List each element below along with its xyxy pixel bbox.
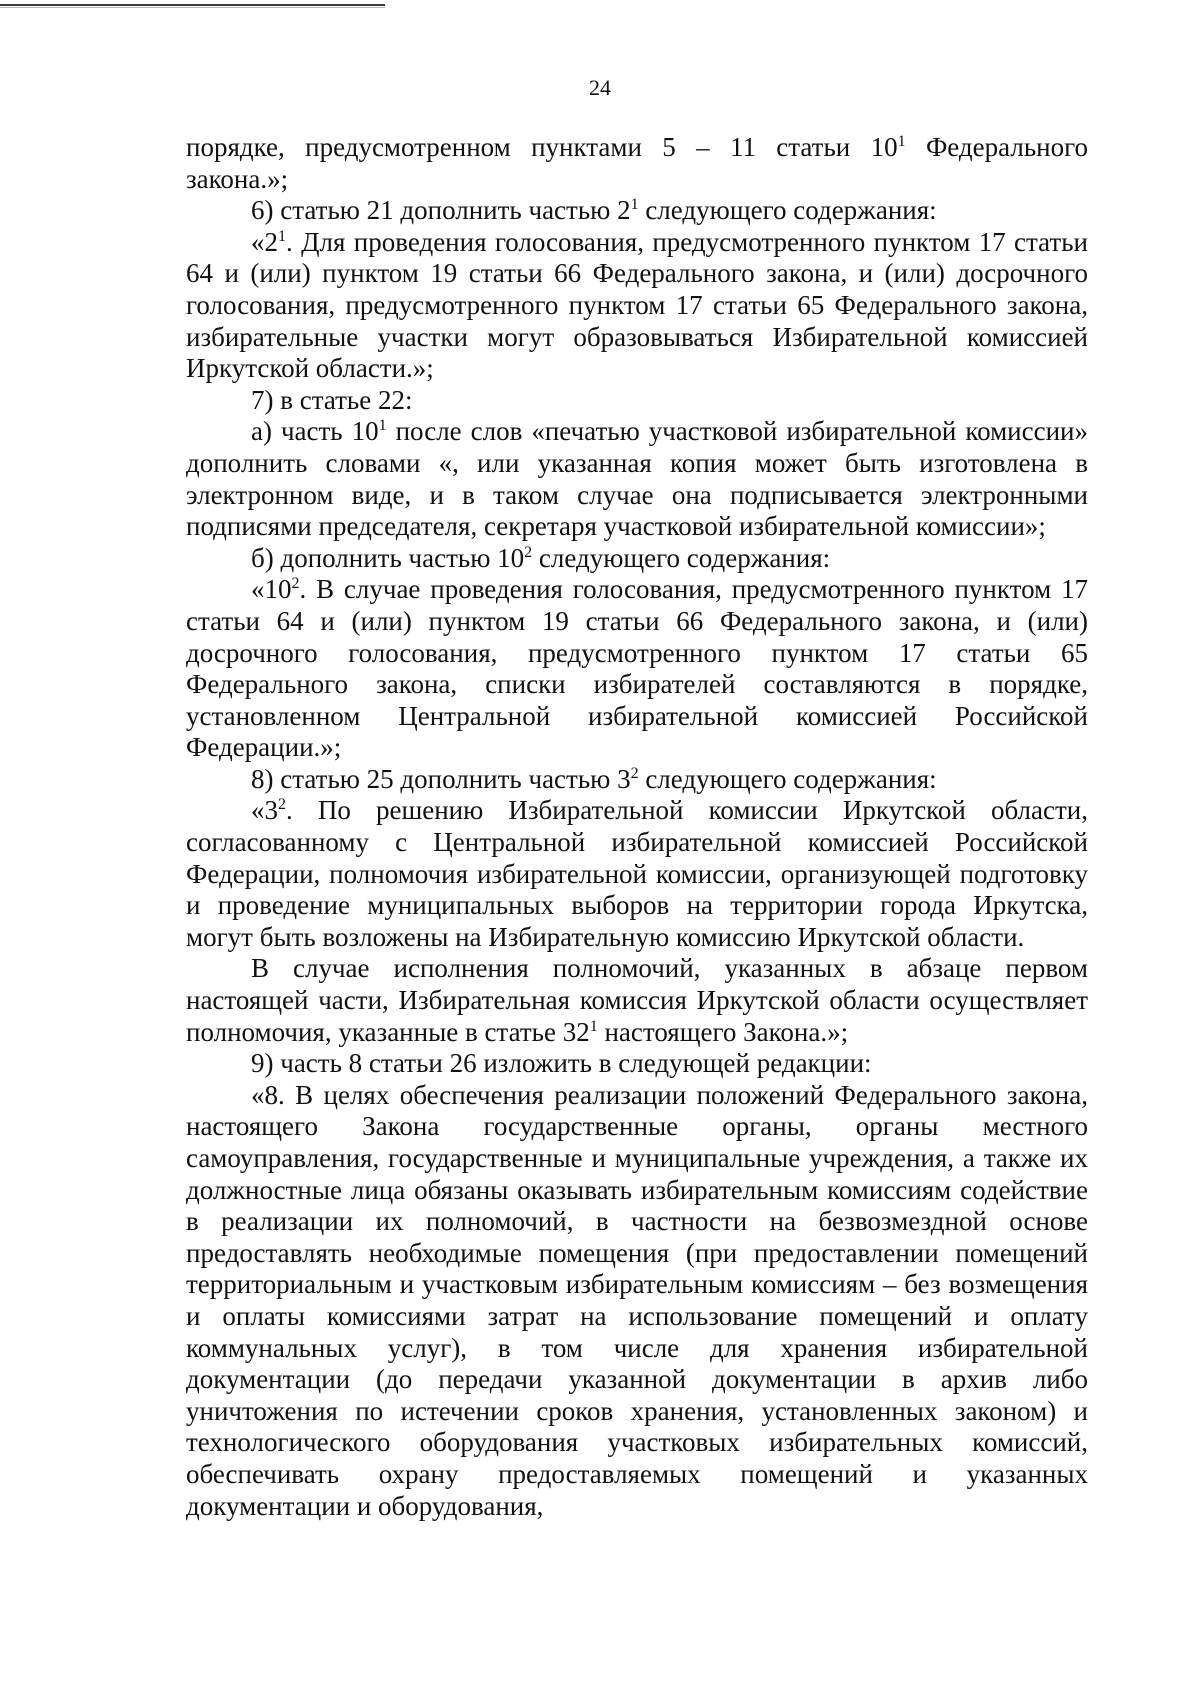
paragraph-text: «10 [251, 574, 292, 605]
paragraph-7 [186, 574, 1088, 764]
paragraph-5 [186, 416, 1088, 542]
superscript-index: 2 [278, 796, 286, 814]
paragraph-text: . Для проведения голосования, предусмотренного пунктом 17 статьи 64 и (или) пунктом 19 статьи 66 Федерального закона, и (или) досрочного голосования, предусмотренного пунктом 17 статьи 65 Федерального закона, избирательные участки могут образовываться Избирательной комиссией Иркутской области.»; [186, 226, 1088, 384]
superscript-index: 1 [589, 1017, 598, 1035]
paragraph-text: б) дополнить частью 10 [251, 542, 525, 573]
paragraph-text: 7) в статье 22: [251, 384, 413, 415]
superscript-index: 1 [278, 227, 286, 245]
paragraph-12 [186, 1080, 1088, 1522]
superscript-index: 2 [630, 764, 639, 782]
paragraph-text: «3 [251, 795, 278, 826]
paragraph-text: Федерального закона.»; [186, 132, 1088, 194]
paragraph-text: настоящего Закона.»; [597, 1016, 849, 1047]
paragraph-1 [186, 132, 1088, 195]
paragraph-text: 6) статью 21 дополнить частью 2 [251, 195, 631, 226]
scan-edge-line [0, 4, 385, 6]
paragraph-8 [186, 764, 1088, 796]
paragraph-text: следующего содержания: [532, 542, 831, 573]
paragraph-text: 9) часть 8 статьи 26 изложить в следующей редакции: [251, 1048, 872, 1079]
document-body [186, 132, 1088, 1522]
superscript-index: 2 [291, 575, 300, 593]
superscript-index: 2 [524, 543, 533, 561]
paragraph-text: . В случае проведения голосования, предусмотренного пунктом 17 статьи 64 и (или) пунктом 19 статьи 66 Федерального закона, и (или) досрочного голосования, предусмотренного пунктом 17 статьи 65 Федерального закона, списки избирателей составляются в порядке, установленном Центральной избирательной комиссией Российской Федерации.»; [186, 574, 1088, 763]
paragraph-4 [186, 385, 1088, 417]
superscript-index: 1 [897, 133, 906, 150]
paragraph-text: следующего содержания: [638, 195, 937, 226]
paragraph-text: а) часть 10 [251, 416, 379, 447]
paragraph-text: 8) статью 25 дополнить частью 3 [251, 763, 631, 794]
paragraph-text: порядке, предусмотренном пунктами 5 – 11 статьи 10 [186, 132, 898, 162]
paragraph-10 [186, 953, 1088, 1048]
scan-edge-shadow [0, 7, 385, 8]
paragraph-11 [186, 1048, 1088, 1080]
paragraph-3 [186, 227, 1088, 385]
paragraph-text: «2 [251, 226, 278, 257]
paragraph-text: следующего содержания: [638, 763, 937, 794]
paragraph-text: «8. В целях обеспечения реализации положений Федерального закона, настоящего Закона государственные органы, органы местного самоуправления, государственные и муниципальные учреждения, а также их должностные лица обязаны оказывать избирательным комиссиям содействие в реализации их полномочий, в частности на безвозмездной основе предоставлять необходимые помещения (при предоставлении помещений территориальным и участковым избирательным комиссиям – без возмещения и оплаты комиссиями затрат на использование помещений и оплату коммунальных услуг), в том числе для хранения избирательной документации (до передачи указанной документации в архив либо уничтожения по истечении сроков хранения, установленных законом) и технологического оборудования участковых избирательных комиссий, обеспечивать охрану предоставляемых помещений и указанных документации и оборудования, [186, 1079, 1088, 1521]
paragraph-9 [186, 795, 1088, 953]
superscript-index: 1 [378, 417, 387, 435]
paragraph-6 [186, 543, 1088, 575]
paragraph-text: В случае исполнения полномочий, указанных в абзаце первом настоящей части, Избирательная комиссия Иркутской области осуществляет полномочия, указанные в статье 32 [186, 953, 1088, 1047]
paragraph-text: после слов «печатью участковой избирательной комиссии» дополнить словами «, или указанная копия может быть изготовлена в электронном виде, и в таком случае она подписывается электронными подписями председателя, секретаря участковой избирательной комиссии»; [186, 416, 1088, 542]
page-number: 24 [589, 75, 611, 100]
paragraph-2 [186, 195, 1088, 227]
superscript-index: 1 [630, 196, 639, 214]
paragraph-text: . По решению Избирательной комиссии Иркутской области, согласованному с Центральной избирательной комиссией Российской Федерации, полномочия избирательной комиссии, организующей подготовку и проведение муниципальных выборов на территории города Иркутска, могут быть возложены на Избирательную комиссию Иркутской области. [186, 795, 1088, 952]
